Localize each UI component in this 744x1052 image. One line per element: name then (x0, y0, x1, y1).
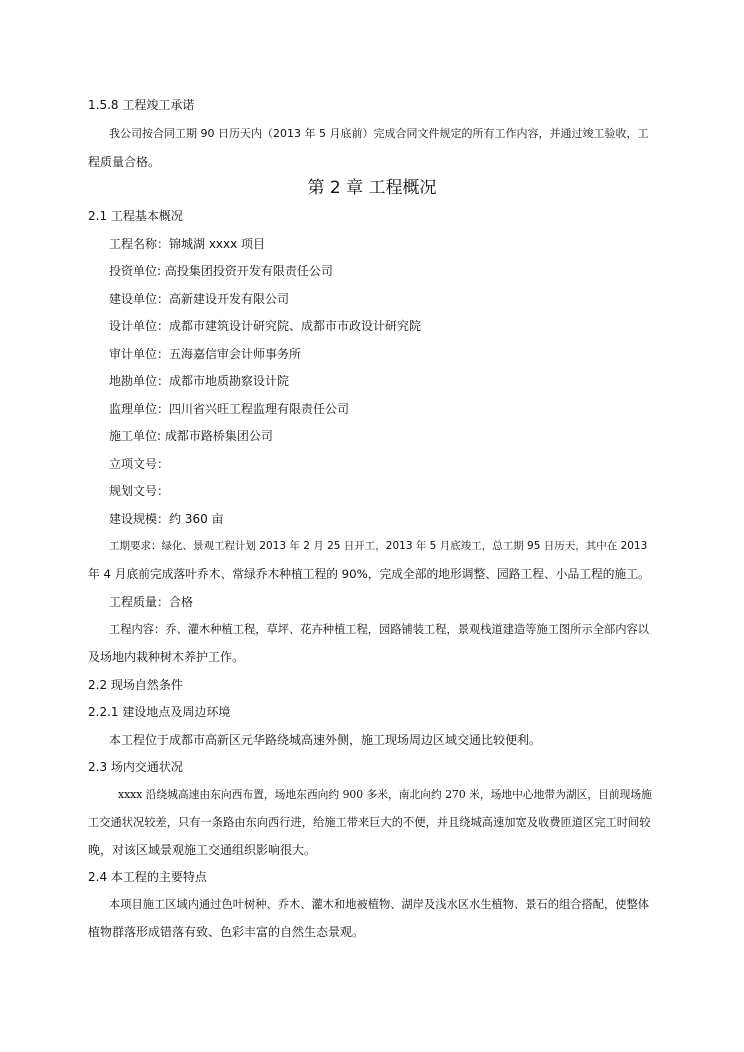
paragraph-line: 工期要求：绿化、景观工程计划 2013 年 2 月 25 日开工，2013 年 5 月底竣工，总工期 95 日历天，其中在 2013 (109, 540, 648, 552)
paragraph-line: 我公司按合同工期 90 日历天内（2013 年 5 月底前）完成合同文件规定的所有工作内容，并通过竣工验收，工 (109, 127, 649, 140)
info-item-survey: 地勘单位：成都市地质勘察设计院 (109, 374, 290, 388)
info-item-investor: 投资单位: 高投集团投资开发有限责任公司 (109, 264, 333, 278)
section-heading-2-4: 2.4 本工程的主要特点 (88, 870, 207, 884)
info-item-auditor: 审计单位：五海嘉信审会计师事务所 (109, 347, 302, 361)
paragraph-line: 晚，对该区域景观施工交通组织影响很大。 (88, 843, 317, 857)
paragraph-line: 程质量合格。 (88, 155, 161, 169)
section-heading-2-2: 2.2 现场自然条件 (88, 678, 183, 692)
info-item-supervisor: 监理单位：四川省兴旺工程监理有限责任公司 (109, 402, 350, 416)
info-item-developer: 建设单位：高新建设开发有限公司 (109, 292, 290, 306)
paragraph-line: 本项目施工区域内通过色叶树种、乔木、灌木和地被植物、湖岸及浅水区水生植物、景石的组合搭配，使整体 (109, 898, 650, 911)
section-heading-2-1: 2.1 工程基本概况 (88, 209, 183, 223)
paragraph-line: 工交通状况较差，只有一条路由东向西行进，给施工带来巨大的不便，并且绕城高速加宽及收费匝道区完工时间较 (88, 816, 651, 829)
info-item-quality: 工程质量：合格 (109, 595, 194, 609)
section-heading-2-2-1: 2.2.1 建设地点及周边环境 (88, 705, 231, 719)
info-item-approval-no: 立项文号： (109, 457, 170, 471)
section-heading-1-5-8: 1.5.8 工程竣工承诺 (88, 98, 195, 112)
paragraph-line: 及场地内栽种树木养护工作。 (88, 650, 245, 664)
paragraph-line: 本工程位于成都市高新区元华路绕城高速外侧，施工现场周边区域交通比较便利。 (109, 733, 542, 747)
info-item-designer: 设计单位：成都市建筑设计研究院、成都市市政设计研究院 (109, 319, 422, 333)
paragraph-line: 年 4 月底前完成落叶乔木、常绿乔木种植工程的 90%，完成全部的地形调整、园路工程、小品工程的施工。 (88, 567, 650, 581)
info-item-contractor: 施工单位: 成都市路桥集团公司 (109, 429, 273, 443)
chapter-title: 第 2 章 工程概况 (307, 178, 437, 198)
section-heading-2-3: 2.3 场内交通状况 (88, 760, 183, 774)
paragraph-line: 工程内容：乔、灌木种植工程，草坪、花卉种植工程，园路铺装工程，景观栈道建造等施工图所示全部内容以 (109, 623, 650, 636)
paragraph-line: xxxx 沿绕城高速由东向西布置，场地东西向约 900 多米，南北向约 270 米，场地中心地带为湖区，目前现场施 (118, 788, 652, 801)
paragraph-line: 植物群落形成错落有致、色彩丰富的自然生态景观。 (88, 925, 365, 939)
info-item-scale: 建设规模：约 360 亩 (109, 512, 224, 526)
info-item-project-name: 工程名称：锦城湖 xxxx 项目 (109, 237, 266, 251)
info-item-planning-no: 规划文号： (109, 484, 170, 498)
